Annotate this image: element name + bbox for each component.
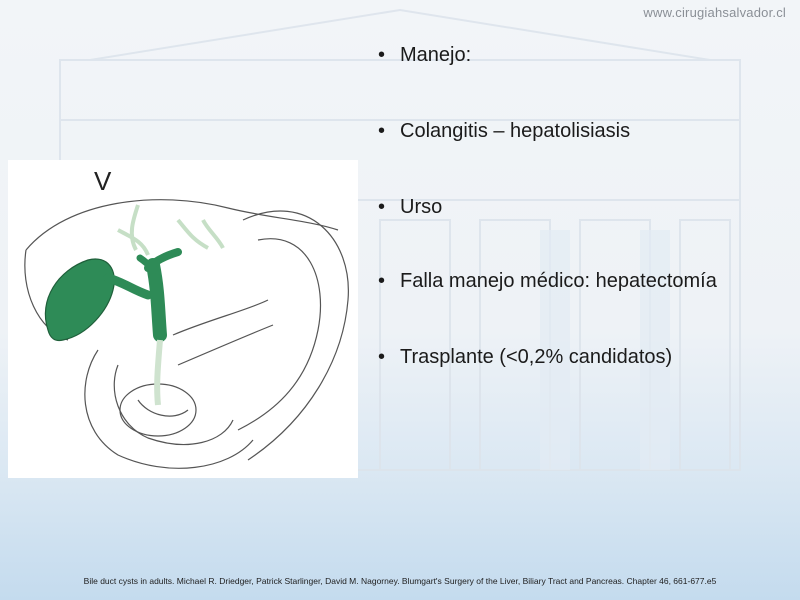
bullet-item [378, 196, 442, 219]
bullet-item [378, 346, 672, 369]
bullet-dot: • [378, 44, 386, 66]
bullet-item [378, 44, 471, 67]
bullet-dot: • [378, 196, 386, 218]
bullet-text: Colangitis – hepatolisiasis [400, 120, 631, 142]
website-url: www.cirugiahsalvador.cl [643, 5, 786, 20]
bullet-dot: • [378, 120, 386, 142]
bullet-dot: • [378, 270, 386, 292]
figure-label: V [94, 166, 112, 196]
citation-text: Bile duct cysts in adults. Michael R. Driedger, Patrick Starlinger, David M. Nagorney. Blumgart's Surgery of the Liver, Biliary Tract and Pancreas. Chapter 46, 661-677.e5 [83, 576, 717, 586]
bullet-dot: • [378, 346, 386, 368]
bullet-text: Trasplante (<0,2% candidatos) [400, 346, 673, 368]
bile-duct-illustration [8, 160, 358, 478]
bullet-text: Urso [400, 196, 443, 218]
bullet-text: Manejo: [400, 44, 472, 66]
bullet-item [378, 270, 717, 293]
bullet-item [378, 120, 630, 143]
anatomy-figure [8, 160, 358, 478]
bullet-text: Falla manejo médico: hepatectomía [400, 270, 717, 292]
